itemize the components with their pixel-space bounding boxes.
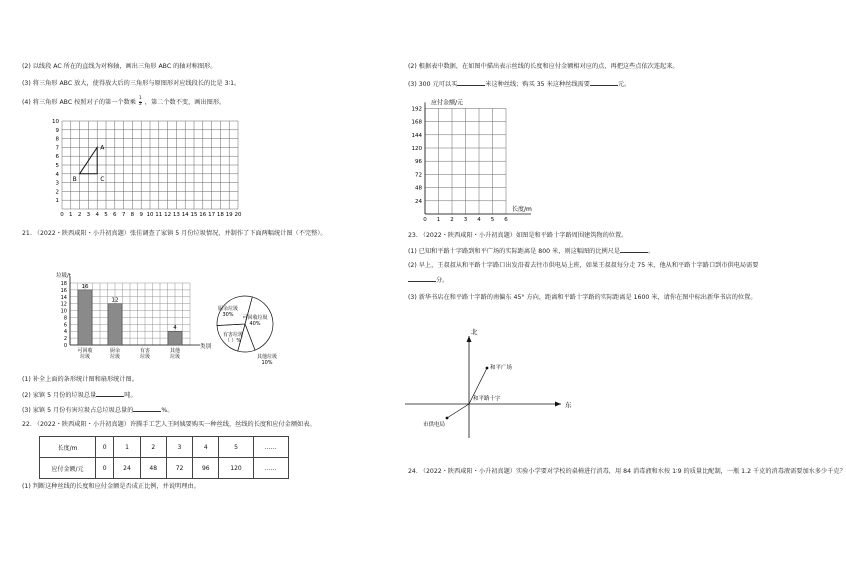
y-tick-label: 0: [63, 343, 67, 349]
y-tick-label: 5: [55, 163, 59, 169]
y-tick-label: 8: [55, 136, 59, 143]
x-tick-label: 2: [77, 212, 82, 218]
y-tick-label: 6: [63, 322, 67, 329]
x-tick-label: 20: [234, 212, 242, 218]
location-map: [397, 0, 794, 562]
q22-sub2: (2) 根据表中数据，在如图中描出表示丝线的长度和应付金额相对应的点，再把这些点依次连起来。: [408, 63, 679, 70]
point-label-b: B: [72, 175, 77, 183]
y-tick-label: 16: [60, 287, 67, 294]
x-tick-label: 5: [490, 217, 495, 223]
q24-title-1: 24. （2022・陕西咸阳・小升初真题）实验小学要对学校的桌椅进行消毒，用 84 消毒液和水按 1∶9 的质量比配制，一瓶 1.2 千克的消毒液需要加水多少千克？: [408, 468, 846, 475]
pie-value-label: 30%: [222, 312, 234, 318]
table-cell: 96: [193, 458, 219, 479]
y-tick-label: 12: [60, 301, 67, 308]
q22-title: 22. （2022・陕西咸阳・小升初真题）许腾手工艺人王阿姨要购买一种丝线，丝线的长度和应付金额如表。: [22, 421, 316, 428]
y-tick-label: 3: [55, 180, 59, 187]
left-column: [0, 0, 397, 562]
table-cell: 0: [96, 437, 114, 458]
price-table: [39, 436, 289, 479]
q23-title: 23. （2022・陕西咸阳・小升初真题）如图是和平路十字路周围建筑物的位置。: [408, 232, 628, 239]
y-tick-label: 9: [55, 127, 59, 134]
x-tick-label: 13: [172, 212, 180, 218]
table-cell: 72: [166, 458, 192, 479]
x-tick-label: 其他: [169, 348, 181, 354]
q21-sub3: (3) 家镇 5 月份有害垃圾占总垃圾总量的 %。: [22, 407, 174, 414]
x-tick-label: 4: [477, 217, 481, 223]
q-line-2: (2) 以线段 AC 所在的直线为对称轴，画出三角形 ABC 的轴对称图形。: [22, 63, 217, 70]
y-tick-label: 72: [415, 172, 422, 179]
bar-value-label: 12: [111, 297, 119, 304]
y-tick-label: 10: [52, 119, 59, 125]
table-cell: 应付金额/元: [40, 458, 96, 479]
q22-sub1: (1) 判断这种丝线的长度和应付金额是否成正比例，并说明理由。: [22, 483, 200, 490]
x-tick-label: 可回收: [77, 348, 93, 354]
y-tick-label: 168: [411, 119, 422, 126]
fraction: $\frac{1}{2}$: [138, 96, 142, 107]
table-row: [40, 458, 289, 479]
north-label: 北: [471, 328, 478, 336]
center-label: 和平路十字: [473, 396, 501, 402]
answer-blank[interactable]: [133, 406, 161, 412]
table-cell: 1: [114, 437, 140, 458]
x-tick-label: 4: [95, 212, 99, 218]
x-tick-label: 0: [60, 212, 64, 218]
x-tick-label: 16: [199, 212, 207, 218]
pie-slice-label: 厨余垃圾: [217, 306, 239, 312]
x-tick-label: 垃圾: [169, 354, 181, 360]
x-tick-label: 15: [190, 212, 198, 218]
y-tick-label: 2: [63, 336, 67, 343]
q23-sub2b: 分。: [408, 276, 448, 285]
table-cell: 0: [96, 458, 114, 479]
x-tick-label: 9: [139, 212, 143, 218]
table-cell: 48: [140, 458, 166, 479]
y-tick-label: 1: [55, 198, 59, 205]
pie-value-label: （ ）%: [224, 338, 242, 344]
bar-value-label: 16: [81, 283, 89, 290]
y-tick-label: 24: [415, 198, 422, 205]
point-label-a: A: [100, 144, 105, 152]
table-cell: ……: [253, 437, 288, 458]
pie-value-label: 40%: [249, 321, 261, 327]
pie-slice-label: 其他垃圾: [256, 354, 278, 360]
q23-sub1: (1) 已知和平路十字路到和平广场的实际距离是 800 米，则这幅图的比例尺是 。: [408, 248, 655, 255]
table-cell: 4: [193, 437, 219, 458]
park-dot: [486, 367, 489, 370]
y-tick-label: 18: [60, 281, 67, 287]
q-line-4: (4) 将三角形 ABC 按照对子的第一个数乘 $\frac{1}{2}$ ，第二个数不变，画出图形。: [22, 96, 226, 107]
x-tick-label: 2: [450, 217, 454, 223]
bureau-label: 市供电局: [423, 422, 446, 428]
right-column: [397, 0, 846, 562]
table-cell: 3: [166, 437, 192, 458]
x-tick-label: 6: [504, 217, 508, 223]
x-tick-label: 7: [121, 212, 126, 218]
chart-title: 应付金额/元: [431, 99, 464, 107]
y-tick-label: 4: [55, 171, 59, 178]
x-tick-label: 17: [208, 212, 216, 218]
x-tick-label: 5: [104, 212, 108, 218]
x-tick-label: 有害: [139, 348, 151, 354]
y-tick-label: 120: [411, 146, 422, 152]
q-line-3: (3) 将三角形 ABC 放大，使得放大后的三角形与原图形对应线段长的比是 3∶1。: [22, 80, 241, 87]
x-tick-label: 11: [155, 212, 163, 218]
q22-sub3: (3) 300 元可以买 米这种丝线；购买 35 米这种丝线需要 元。: [408, 81, 631, 88]
x-tick-label: 垃圾: [109, 354, 121, 360]
y-tick-label: 7: [55, 145, 59, 152]
y-axis-label: 垃圾/t: [56, 273, 72, 279]
x-tick-label: 14: [181, 212, 189, 218]
east-arrow-icon: [555, 402, 561, 407]
x-tick-label: 0: [423, 217, 427, 223]
east-label: 东: [565, 401, 572, 409]
pie-slice-label: 可回收垃圾: [242, 315, 268, 321]
table-row: [40, 437, 289, 458]
y-tick-label: 4: [63, 329, 67, 336]
x-tick-label: 垃圾: [139, 354, 151, 360]
table-cell: 24: [114, 458, 140, 479]
x-tick-label: 6: [113, 212, 117, 218]
q21-title: 21. （2022・陕西咸阳・小升初真题）张佳调查了家镇 5 月份垃圾情况，并制作了下面两幅统计图（不完整）。: [22, 230, 327, 237]
y-tick-label: 2: [55, 189, 59, 196]
bureau-dot: [446, 417, 449, 420]
q21-sub2: (2) 家镇 5 月份的垃圾总量 吨。: [22, 392, 137, 399]
answer-blank[interactable]: [96, 391, 124, 397]
pie-slice-label: 有害垃圾: [222, 332, 244, 338]
q21-sub1: (1) 补全上面的条形统计图和扇形统计图。: [22, 376, 138, 383]
x-tick-label: 10: [146, 212, 154, 218]
park-label: 和平广场: [490, 365, 513, 371]
table-cell: ……: [253, 458, 288, 479]
q23-sub3: (3) 新华书店在和平路十字路的南偏东 45° 方向，距离和平路十字路的实际距离是 1600 米，请你在图中标出新华书店的位置。: [408, 294, 757, 301]
x-tick-label: 1: [69, 212, 73, 218]
table-cell: 120: [219, 458, 253, 479]
q23-sub2: (2) 早上，王叔叔从和平路十字路口出发沿着去往市供电局上班，如果王叔叔每分走 75 米，他从和平路十字路口到市供电局需要: [408, 262, 759, 269]
x-tick-label: 1: [436, 217, 441, 223]
point-label-c: C: [100, 175, 105, 183]
table-cell: 5: [219, 437, 253, 458]
table-cell: 2: [140, 437, 166, 458]
y-tick-label: 48: [415, 185, 422, 192]
north-arrow-icon: [467, 336, 472, 342]
y-tick-label: 96: [415, 159, 422, 166]
y-tick-label: 14: [60, 294, 67, 301]
y-tick-label: 144: [411, 132, 422, 139]
x-tick-label: 18: [216, 212, 224, 218]
y-tick-label: 10: [60, 308, 67, 315]
x-tick-label: 8: [130, 212, 135, 218]
y-tick-label: 192: [411, 106, 422, 113]
bureau-line: [447, 404, 469, 418]
y-tick-label: 8: [63, 315, 67, 322]
table-cell: 长度/m: [40, 437, 96, 458]
pie-value-label: 10%: [261, 360, 273, 366]
x-tick-label: 12: [164, 212, 172, 218]
x-tick-label: 19: [225, 212, 233, 218]
x-tick-label: 3: [463, 217, 468, 223]
bar-value-label: 4: [173, 325, 177, 332]
x-axis-label: 类别: [200, 344, 212, 350]
y-tick-label: 6: [55, 154, 59, 161]
x-axis-label: 长度/m: [512, 206, 532, 213]
x-tick-label: 垃圾: [79, 354, 91, 360]
x-tick-label: 厨余: [109, 348, 121, 354]
x-tick-label: 3: [86, 212, 91, 218]
